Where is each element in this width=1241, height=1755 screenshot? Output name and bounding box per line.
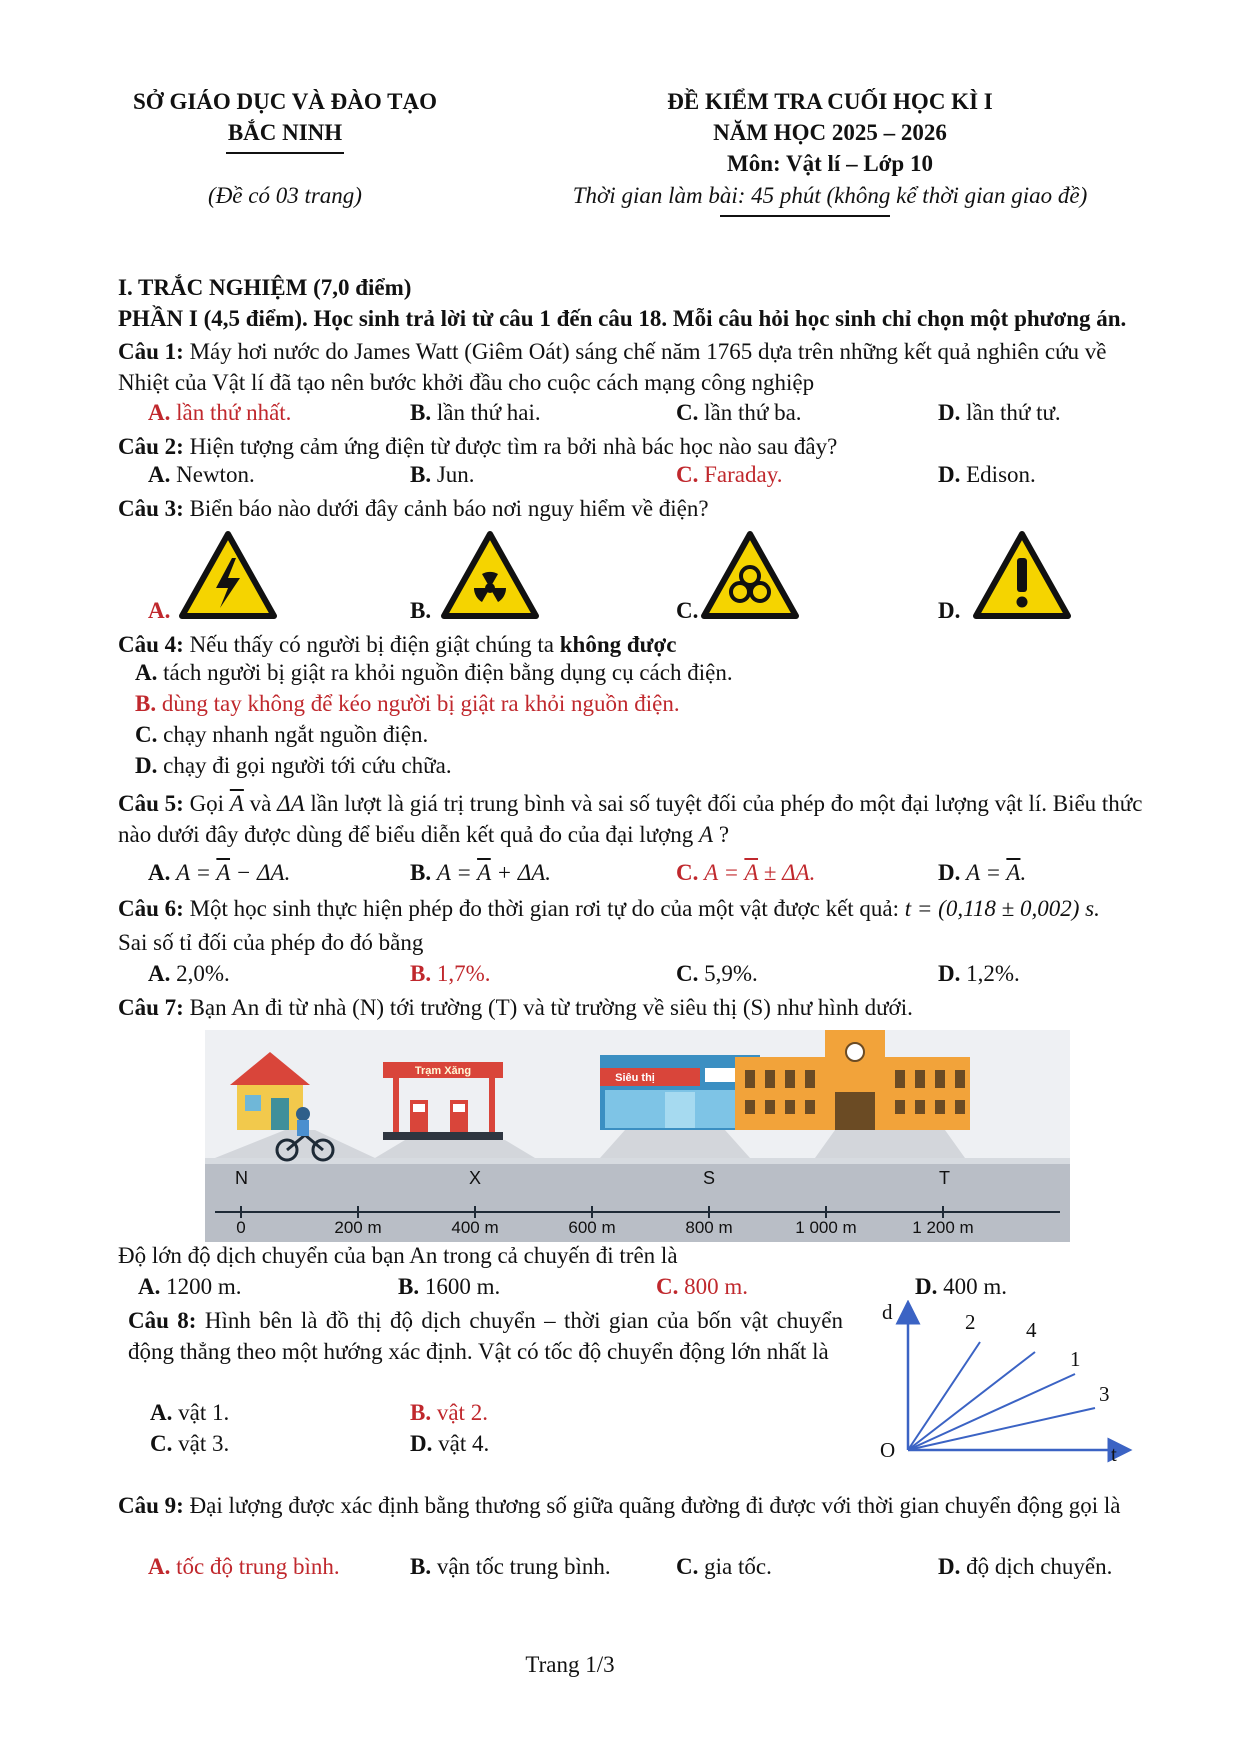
tick-0: 0 <box>236 1218 246 1237</box>
question-1 <box>118 336 1163 398</box>
q4-option-a: A. tách người bị giật ra khỏi nguồn điện bằng dụng cụ cách điện. <box>135 660 733 685</box>
graph-y-label: d <box>882 1300 893 1324</box>
radiation-icon <box>440 530 540 620</box>
header-underline-left <box>226 152 344 154</box>
question-5: Câu 5: Gọi $\overline{A}$ và ΔA lần lượt là giá trị trung bình và sai số tuyệt đối của phép đo một đại lượng vật lí. Biểu thức nào dưới đây được dùng để biểu diễn kết quả đo của đại lượng A ? <box>118 791 1143 847</box>
part1-instructions: PHẦN I (4,5 điểm). Học sinh trả lời từ câu 1 đến câu 18. Mỗi câu hỏi học sinh chỉ chọn một phương án. <box>118 306 1127 331</box>
q3-option-a: A. <box>148 598 171 623</box>
q7-question: Độ lớn độ dịch chuyển của bạn An trong cả chuyến đi trên là <box>118 1243 678 1268</box>
q2-text: Hiện tượng cảm ứng điện từ được tìm ra bởi nhà bác học nào sau đây? <box>183 434 838 459</box>
question-3 <box>118 493 1163 524</box>
q5-option-c: C. $A = \overline{A} \pm \Delta A$. <box>676 860 816 885</box>
graph-origin: O <box>880 1438 896 1462</box>
tick-200: 200 m <box>334 1218 382 1237</box>
q6-option-c: C. 5,9%. <box>676 961 758 986</box>
q1-option-b: B. lần thứ hai. <box>410 400 541 425</box>
time-note: Thời gian làm bài: 45 phút (không kể thời gian giao đề) <box>572 183 1088 208</box>
q5-option-b: B. $A = \overline{A} + \Delta A$. <box>410 860 552 885</box>
q5-mean-symbol: $\overline{A}$ <box>229 791 244 816</box>
gas-station-sign: Trạm Xăng <box>414 1065 472 1077</box>
tick-1200: 1 200 m <box>912 1218 974 1237</box>
exam-title: ĐỀ KIỂM TRA CUỐI HỌC KÌ I <box>667 89 993 114</box>
page-number: Trang 1/3 <box>525 1652 615 1677</box>
route-illustration <box>205 1030 1070 1242</box>
supermarket-sign: Siêu thị <box>615 1072 655 1084</box>
subject: Môn: Vật lí – Lớp 10 <box>727 151 933 176</box>
biohazard-icon <box>700 530 800 620</box>
q2-option-b: B. Jun. <box>410 462 475 487</box>
q5-option-d: D. $A = \overline{A}$. <box>938 860 1027 885</box>
high-voltage-icon <box>178 530 278 620</box>
q7-option-c: C. 800 m. <box>656 1274 749 1299</box>
q2-option-a: A. Newton. <box>148 462 255 487</box>
q1-label: Câu 1: <box>118 339 184 364</box>
exclamation-icon <box>972 530 1072 620</box>
q3-option-b: B. <box>410 598 432 623</box>
q7-option-d: D. 400 m. <box>915 1274 1008 1299</box>
q3-option-c: C. <box>676 598 699 623</box>
point-N: N <box>235 1168 248 1188</box>
q6-text-line2: Sai số tỉ đối của phép đo đó bằng <box>118 930 424 955</box>
q3-text: Biển báo nào dưới đây cảnh báo nơi nguy hiểm về điện? <box>183 496 709 521</box>
q9-label: Câu 9: <box>118 1493 184 1518</box>
q4-emphasis: không được <box>559 632 677 657</box>
q8-option-b: B. vật 2. <box>410 1400 488 1425</box>
question-4 <box>118 629 1163 660</box>
q2-option-c: C. Faraday. <box>676 462 783 487</box>
graph-line-label-2: 2 <box>965 1310 976 1334</box>
q9-option-a: A. tốc độ trung bình. <box>148 1554 340 1579</box>
question-7: Câu 7: Bạn An đi từ nhà (N) tới trường (T) và từ trường về siêu thị (S) như hình dưới. <box>118 995 913 1020</box>
graph-x-label: t <box>1111 1442 1117 1466</box>
q6-formula: t = (0,118 ± 0,002) s. <box>904 896 1100 921</box>
tick-1000: 1 000 m <box>795 1218 857 1237</box>
tick-600: 600 m <box>568 1218 616 1237</box>
section-title: I. TRẮC NGHIỆM (7,0 điểm) <box>118 275 412 300</box>
q8-label: Câu 8: <box>128 1308 197 1333</box>
question-9 <box>118 1490 1163 1521</box>
q1-option-c: C. lần thứ ba. <box>676 400 802 425</box>
q6-option-b: B. 1,7%. <box>410 961 491 986</box>
point-X: X <box>469 1168 482 1188</box>
q1-text: Máy hơi nước do James Watt (Giêm Oát) sáng chế năm 1765 dựa trên những kết quả nghiên cứu về Nhiệt của Vật lí đã tạo nên bước khởi đầu cho cuộc cách mạng công nghiệp <box>118 339 1107 395</box>
point-S: S <box>703 1168 716 1188</box>
q8-option-d: D. vật 4. <box>410 1431 490 1456</box>
q8-text: Hình bên là đồ thị độ dịch chuyển – thời gian của bốn vật chuyển động thẳng theo một hướng xác định. Vật có tốc độ chuyển động lớn nhất là <box>128 1308 844 1364</box>
question-2 <box>118 431 1163 462</box>
q8-option-a: A. vật 1. <box>150 1400 230 1425</box>
q4-option-b: B. dùng tay không để kéo người bị giật ra khỏi nguồn điện. <box>135 691 680 716</box>
q1-option-d: D. lần thứ tư. <box>938 400 1061 425</box>
q7-option-b: B. 1600 m. <box>398 1274 501 1299</box>
point-T: T <box>939 1168 950 1188</box>
q4-text: Nếu thấy có người bị điện giật chúng ta <box>183 632 560 657</box>
school-icon <box>735 1030 970 1130</box>
department-name: SỞ GIÁO DỤC VÀ ĐÀO TẠO <box>133 89 437 114</box>
q4-label: Câu 4: <box>118 632 184 657</box>
q1-option-a: A. lần thứ nhất. <box>148 400 292 425</box>
school-year: NĂM HỌC 2025 – 2026 <box>713 120 947 145</box>
q9-option-d: D. độ dịch chuyển. <box>938 1554 1113 1579</box>
q2-label: Câu 2: <box>118 434 184 459</box>
q9-option-b: B. vận tốc trung bình. <box>410 1554 611 1579</box>
q3-option-d: D. <box>938 598 961 623</box>
graph-line-label-3: 3 <box>1099 1382 1110 1406</box>
q5-delta-symbol: ΔA <box>277 791 305 816</box>
q6-option-d: D. 1,2%. <box>938 961 1020 986</box>
q7-option-a: A. 1200 m. <box>138 1274 242 1299</box>
graph-line-label-1: 1 <box>1070 1347 1081 1371</box>
q2-option-d: D. Edison. <box>938 462 1036 487</box>
graph-line-label-4: 4 <box>1026 1318 1037 1342</box>
q9-option-c: C. gia tốc. <box>676 1554 772 1579</box>
province-name: BẮC NINH <box>227 120 343 145</box>
tick-800: 800 m <box>685 1218 733 1237</box>
q8-option-c: C. vật 3. <box>150 1431 230 1456</box>
tick-400: 400 m <box>451 1218 499 1237</box>
q5-label: Câu 5: <box>118 791 184 816</box>
question-6: Câu 6: Một học sinh thực hiện phép đo thời gian rơi tự do của một vật được kết quả: t = (0,118 ± 0,002) s. <box>118 896 1100 921</box>
question-8 <box>128 1305 843 1367</box>
header-underline-right <box>720 215 890 217</box>
q5-option-a: A. $A = \overline{A} - \Delta A$. <box>148 860 291 885</box>
q5-quantity-symbol: A <box>699 822 714 847</box>
q6-option-a: A. 2,0%. <box>148 961 230 986</box>
q4-option-c: C. chạy nhanh ngắt nguồn điện. <box>135 722 429 747</box>
page-count-note: (Đề có 03 trang) <box>208 183 362 208</box>
q6-label: Câu 6: <box>118 896 184 921</box>
q9-text: Đại lượng được xác định bằng thương số giữa quãng đường đi được với thời gian chuyển động gọi là <box>183 1493 1121 1518</box>
q4-option-d: D. chạy đi gọi người tới cứu chữa. <box>135 753 452 778</box>
q3-label: Câu 3: <box>118 496 184 521</box>
q7-label: Câu 7: <box>118 995 184 1020</box>
